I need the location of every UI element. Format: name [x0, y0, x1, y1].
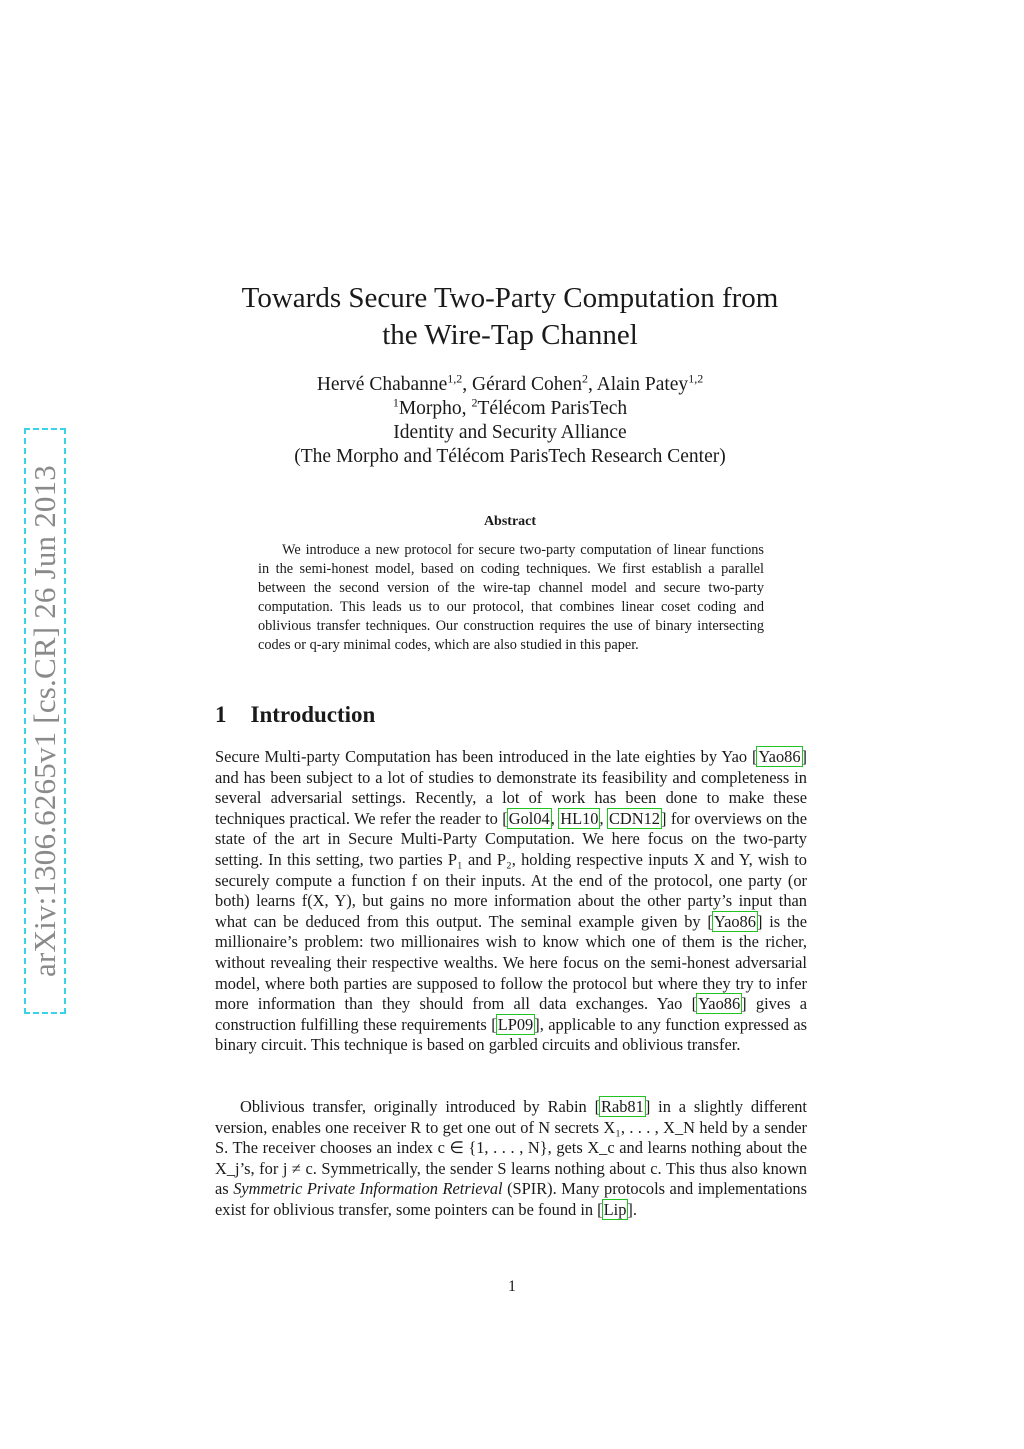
- affiliations: [180, 397, 840, 421]
- affil-1-mark: 1: [392, 395, 399, 410]
- section-heading: [215, 702, 375, 728]
- author-1-affil: 1,2: [447, 371, 463, 386]
- text-run: Secure Multi-party Computation has been introduced in the late eighties by Yao: [215, 747, 752, 766]
- affil-line-3: Identity and Security Alliance: [393, 422, 627, 443]
- text-run: in a slightly different version, enables one receiver R to get one out of N secrets X₁, . . . , X_N held by a sender S. The receiver chooses an index c ∈ {1, . . . , N}, gets X_c and learns nothing about the X_j’s, for j ≠ c. Symmetrically, the sender S learns nothing about c. This thus also known as: [215, 1097, 807, 1199]
- citation-link[interactable]: Rab81: [601, 1097, 644, 1116]
- text-run: .: [632, 1199, 637, 1219]
- text-run: ,: [599, 808, 608, 828]
- text-run: (SPIR). Many protocols and implementations exist for oblivious transfer, some pointers can be found in: [215, 1179, 807, 1219]
- author-1: Hervé Chabanne: [316, 374, 448, 395]
- abstract-text: We introduce a new protocol for secure two-party computation of linear functions in the semi-honest model, based on coding techniques. We first establish a parallel between the second version of the wire-tap channel model and secure two-party computation. This leads us to our protocol, that combines linear coset coding and oblivious transfer techniques. Our construction requires the use of binary intersecting codes or q-ary minimal codes, which are also studied in this paper.: [258, 542, 764, 653]
- text-run: , applicable to any function expressed as binary circuit. This technique is based on garbled circuits and oblivious transfer.: [215, 1014, 807, 1055]
- citation-link[interactable]: LP09: [497, 1014, 534, 1034]
- abstract-heading: Abstract: [483, 514, 537, 529]
- text-run: ,: [550, 808, 560, 828]
- affil-1: Morpho,: [398, 398, 472, 419]
- author-2: Gérard Cohen: [472, 374, 582, 395]
- citation-link[interactable]: Gol04: [508, 808, 550, 828]
- section-number: 1: [215, 702, 227, 727]
- page-number: 1: [508, 1278, 516, 1295]
- paper-title: [180, 280, 840, 354]
- intro-paragraph-2: Oblivious transfer, originally introduced by Rabin [Rab81] in a slightly different version, enables one receiver R to get one out of N secrets X₁, . . . , X_N held by a sender S. The receiver chooses an index c ∈ {1, . . . , N}, gets X_c and learns nothing about the X_j’s, for j ≠ c. Symmetrically, the sender S learns nothing about c. This thus also known as Symmetric Private Information Retrieval (SPIR). Many protocols and implementations exist for oblivious transfer, some pointers can be found in [Lip].: [215, 1097, 807, 1219]
- author-block: [180, 373, 840, 469]
- text-run: gives a construction fulfilling these requirements: [215, 994, 807, 1034]
- author-2-affil: 2: [581, 371, 588, 386]
- intro-paragraph-1: Secure Multi-party Computation has been introduced in the late eighties by Yao [Yao86] and has been subject to a lot of studies to demonstrate its feasibility and completeness in several adversarial settings. Recently, a lot of work has been done to make these techniques practical. We refer the reader to [Gol04, HL10, CDN12] for overviews on the state of the art in Secure Multi-Party Computation. We here focus on the two-party setting. In this setting, two parties P₁ and P₂, holding respective inputs X and Y, wish to securely compute a function f on their inputs. At the end of the protocol, one party (or both) learns f(X, Y), but gains no more information about the other party’s input than what can be deduced from this output. The seminal example given by [Yao86] is the millionaire’s problem: two millionaires wish to know which one of them is the richer, without revealing their respective wealths. We here focus on the semi-honest adversarial model, where both parties are supposed to follow the protocol but where they try to infer more information than they should from all data exchanges. Yao [Yao86] gives a construction fulfilling these requirements [LP09], applicable to any function expressed as binary circuit. This technique is based on garbled circuits and oblivious transfer.: [215, 747, 808, 1055]
- affil-line-4: (The Morpho and Télécom ParisTech Research Center): [294, 446, 726, 467]
- citation-link[interactable]: Lip: [603, 1199, 627, 1219]
- affil-2-mark: 2: [471, 395, 478, 410]
- arxiv-id: arXiv:1306.6265v1 [cs.CR] 26 Jun 2013: [27, 465, 63, 977]
- citation-link[interactable]: Yao86: [698, 994, 741, 1014]
- citation-link[interactable]: CDN12: [609, 808, 660, 828]
- text-run: and has been subject to a lot of studies to demonstrate its feasibility and completeness in several adversarial settings. Recently, a lot of work has been done to make these techniques practical. We refer the reader to: [215, 767, 807, 828]
- citation-link[interactable]: HL10: [560, 808, 599, 828]
- section-title: Introduction: [250, 702, 376, 727]
- text-run: for overviews on the state of the art in Secure Multi-Party Computation. We here focus on the two-party setting. In this setting, two parties P₁ and P₂, holding respective inputs X and Y, wish to securely compute a function f on their inputs. At the end of the protocol, one party (or both) learns f(X, Y), but gains no more information about the other party’s input than what can be deduced from this output. The seminal example given by: [215, 808, 808, 931]
- author-3-affil: 1,2: [688, 371, 704, 386]
- title-line-1: Towards Secure Two-Party Computation from: [241, 282, 779, 314]
- citation-link[interactable]: Yao86: [713, 911, 756, 931]
- text-run: Oblivious transfer, originally introduced by Rabin: [240, 1097, 595, 1116]
- arxiv-stamp: [24, 428, 66, 1014]
- italic-term: Symmetric Private Information Retrieval: [233, 1179, 503, 1199]
- title-line-2: the Wire-Tap Channel: [382, 319, 638, 351]
- author-names: Hervé Chabanne$^{1,2}$, Gérard Cohen$^2$, Alain Patey$^{1,2}$: [316, 371, 704, 395]
- text-run: is the millionaire’s problem: two millionaires wish to know which one of them is the richer, without revealing their respective wealths. We here focus on the semi-honest adversarial model, where both parties are supposed to follow the protocol but where they try to infer more information than they should from all data exchanges. Yao: [215, 911, 807, 1014]
- author-3: Alain Patey: [596, 374, 689, 395]
- citation-link[interactable]: Yao86: [758, 747, 801, 766]
- affil-2: Télécom ParisTech: [477, 398, 628, 419]
